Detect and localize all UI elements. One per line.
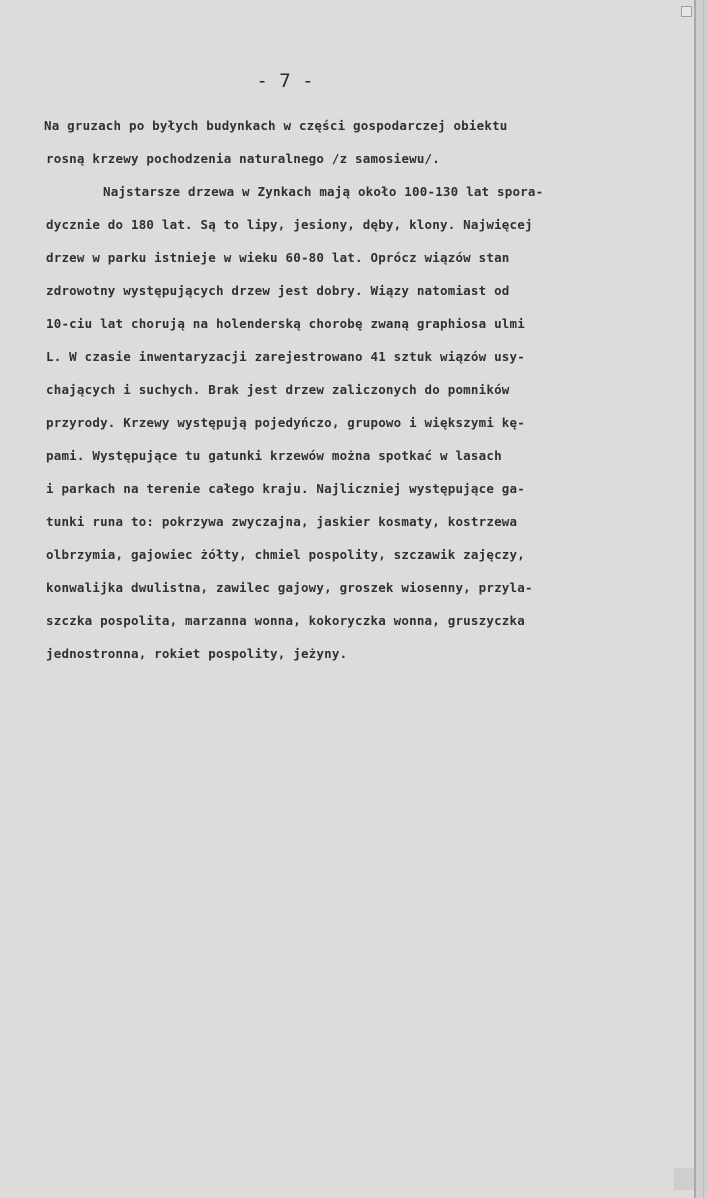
text-line: i parkach na terenie całego kraju. Najliczniej występujące ga- — [46, 481, 525, 496]
corner-mark — [681, 6, 692, 17]
text-line: jednostronna, rokiet pospolity, jeżyny. — [46, 646, 348, 661]
text-line: Najstarsze drzewa w Zynkach mają około 100-130 lat spora- — [103, 184, 544, 199]
text-line: 10-ciu lat chorują na holenderską chorobę zwaną graphiosa ulmi — [46, 316, 525, 331]
page-edge-line — [703, 0, 704, 1198]
text-line: konwalijka dwulistna, zawilec gajowy, groszek wiosenny, przyla- — [46, 580, 533, 595]
text-line: tunki runa to: pokrzywa zwyczajna, jaskier kosmaty, kostrzewa — [46, 514, 518, 529]
text-line: rosną krzewy pochodzenia naturalnego /z samosiewu/. — [46, 151, 441, 166]
text-line: zdrowotny występujących drzew jest dobry. Wiązy natomiast od — [46, 283, 510, 298]
text-line: dycznie do 180 lat. Są to lipy, jesiony, dęby, klony. Najwięcej — [46, 217, 533, 232]
page-edge — [694, 0, 708, 1198]
text-line: przyrody. Krzewy występują pojedyńczo, grupowo i większymi kę- — [46, 415, 525, 430]
text-line: drzew w parku istnieje w wieku 60-80 lat. Oprócz wiązów stan — [46, 250, 510, 265]
page-number: - 7 - — [256, 70, 314, 92]
text-line: chających i suchych. Brak jest drzew zaliczonych do pomników — [46, 382, 510, 397]
text-line: pami. Występujące tu gatunki krzewów można spotkać w lasach — [46, 448, 502, 463]
text-line: szczka pospolita, marzanna wonna, kokoryczka wonna, gruszyczka — [46, 613, 525, 628]
corner-stain — [674, 1168, 694, 1190]
text-line: L. W czasie inwentaryzacji zarejestrowano 41 sztuk wiązów usy- — [46, 349, 525, 364]
text-line: olbrzymia, gajowiec żółty, chmiel pospolity, szczawik zajęczy, — [46, 547, 525, 562]
text-line: Na gruzach po byłych budynkach w części gospodarczej obiektu — [44, 118, 508, 133]
